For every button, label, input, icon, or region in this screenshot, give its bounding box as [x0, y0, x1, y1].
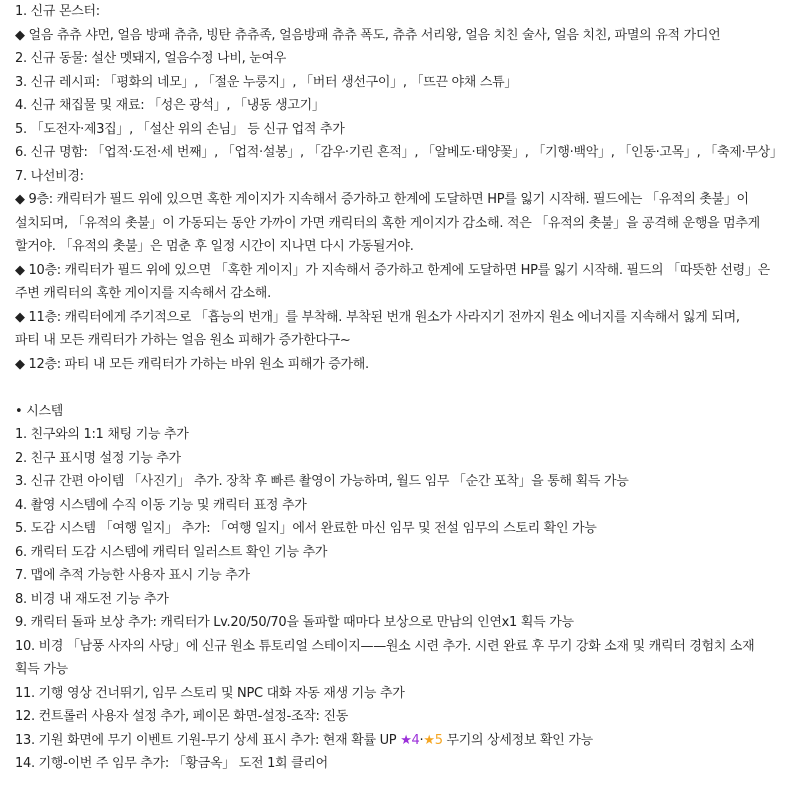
star-4-label: ★4: [400, 732, 420, 748]
new-namecards: 6. 신규 명함: 「업적·도전·세 번째」, 「업적·설봉」, 「감우·기린 흔적」, 「알베도·태양꽃」, 「기행·백악」, 「인동·고목」, 「축제·무상」: [15, 145, 783, 160]
abyss-floor-11-line-1: ◆ 11층: 캐릭터에게 주기적으로 「흡능의 번개」를 부착해. 부착된 번개 원소가 사라지기 전까지 원소 에너지를 지속해서 잃게 되며,: [15, 309, 740, 325]
abyss-floor-9-line-2: 설치되며, 「유적의 촛불」이 가동되는 동안 가까이 가면 캐릭터의 혹한 게이지가 감소해. 적은 「유적의 촛불」을 공격해 운행을 멈추게: [15, 215, 760, 231]
system-item-5: 5. 도감 시스템 「여행 일지」 추가: 「여행 일지」에서 완료한 마신 임무 및 전설 임무의 스토리 확인 가능: [15, 521, 597, 536]
new-animals: 2. 신규 동물: 설산 멧돼지, 얼음수정 나비, 눈여우: [15, 51, 287, 66]
system-item-10-line-1: 10. 비경 「남풍 사자의 사당」에 신규 원소 튜토리얼 스테이지——원소 시련 추가. 시련 완료 후 무기 강화 소재 및 캐릭터 경험치 소재: [15, 638, 755, 654]
new-recipes: 3. 신규 레시피: 「평화의 네모」, 「절운 누룽지」, 「버터 생선구이」, 「뜨끈 야채 스튜」: [15, 74, 518, 90]
system-item-13-suffix: 무기의 상세정보 확인 가능: [442, 732, 593, 748]
abyss-floor-12: ◆ 12층: 파티 내 모든 캐릭터가 가하는 바위 원소 피해가 증가해.: [15, 356, 369, 372]
system-item-10-line-2: 획득 가능: [15, 662, 68, 677]
system-item-13: [15, 729, 785, 753]
system-item-9: 9. 캐릭터 돌파 보상 추가: 캐릭터가 Lv.20/50/70을 돌파할 때마다 보상으로 만남의 인연x1 획득 가능: [15, 615, 574, 630]
abyss-floor-10-line-1: ◆ 10층: 캐릭터가 필드 위에 있으면 「혹한 게이지」가 지속해서 증가하고 한계에 도달하면 HP를 잃기 시작해. 필드의 「따뜻한 선령」은: [15, 262, 770, 278]
spacer: [15, 376, 785, 400]
heading-spiral-abyss: 7. 나선비경:: [15, 168, 84, 184]
system-item-7: 7. 맵에 추적 가능한 사용자 표시 기능 추가: [15, 568, 250, 583]
heading-new-monsters: 1. 신규 몬스터:: [15, 4, 100, 19]
new-achievements: 5. 「도전자·제3집」, 「설산 위의 손님」 등 신규 업적 추가: [15, 121, 345, 137]
monster-list: ◆ 얼음 츄츄 샤먼, 얼음 방패 츄츄, 빙탄 츄츄족, 얼음방패 츄츄 폭도, 츄츄 서리왕, 얼음 치친 술사, 얼음 치친, 파멸의 유적 가디언: [15, 27, 721, 43]
new-materials: 4. 신규 채집물 및 재료: 「성은 광석」, 「냉동 생고기」: [15, 98, 325, 113]
system-item-1: 1. 친구와의 1:1 채팅 기능 추가: [15, 427, 189, 442]
abyss-floor-9-line-1: ◆ 9층: 캐릭터가 필드 위에 있으면 혹한 게이지가 지속해서 증가하고 한계에 도달하면 HP를 잃기 시작해. 필드에는 「유적의 촛불」이: [15, 192, 749, 207]
section-new-content: [15, 0, 785, 376]
system-item-11: 11. 기행 영상 건너뛰기, 임무 스토리 및 NPC 대화 자동 재생 기능 추가: [15, 685, 405, 701]
heading-system: • 시스템: [15, 403, 63, 419]
star-separator: ·: [419, 732, 424, 748]
abyss-floor-10-line-2: 주변 캐릭터의 혹한 게이지를 지속해서 감소해.: [15, 286, 271, 301]
system-item-13-prefix: 13. 기원 화면에 무기 이벤트 기원-무기 상세 표시 추가: 현재 확률 UP: [15, 732, 401, 748]
star-5-label: ★5: [423, 732, 443, 748]
system-item-14: 14. 기행-이번 주 임무 추가: 「황금옥」 도전 1회 클리어: [15, 756, 328, 771]
system-item-12: 12. 컨트롤러 사용자 설정 추가, 페이몬 화면-설정-조작: 진동: [15, 709, 348, 724]
section-system: [15, 400, 785, 776]
abyss-floor-11-line-2: 파티 내 모든 캐릭터가 가하는 얼음 원소 피해가 증가한다구~: [15, 333, 351, 348]
abyss-floor-9-line-3: 할거야. 「유적의 촛불」은 멈춘 후 일정 시간이 지나면 다시 가동될거야.: [15, 239, 414, 254]
system-item-6: 6. 캐릭터 도감 시스템에 캐릭터 일러스트 확인 기능 추가: [15, 544, 328, 560]
system-item-3: 3. 신규 간편 아이템 「사진기」 추가. 장착 후 빠른 촬영이 가능하며, 월드 임무 「순간 포착」을 통해 획득 가능: [15, 474, 629, 489]
system-item-2: 2. 친구 표시명 설정 기능 추가: [15, 450, 181, 466]
system-item-4: 4. 촬영 시스템에 수직 이동 기능 및 캐릭터 표정 추가: [15, 497, 307, 513]
system-item-8: 8. 비경 내 재도전 기능 추가: [15, 591, 169, 607]
